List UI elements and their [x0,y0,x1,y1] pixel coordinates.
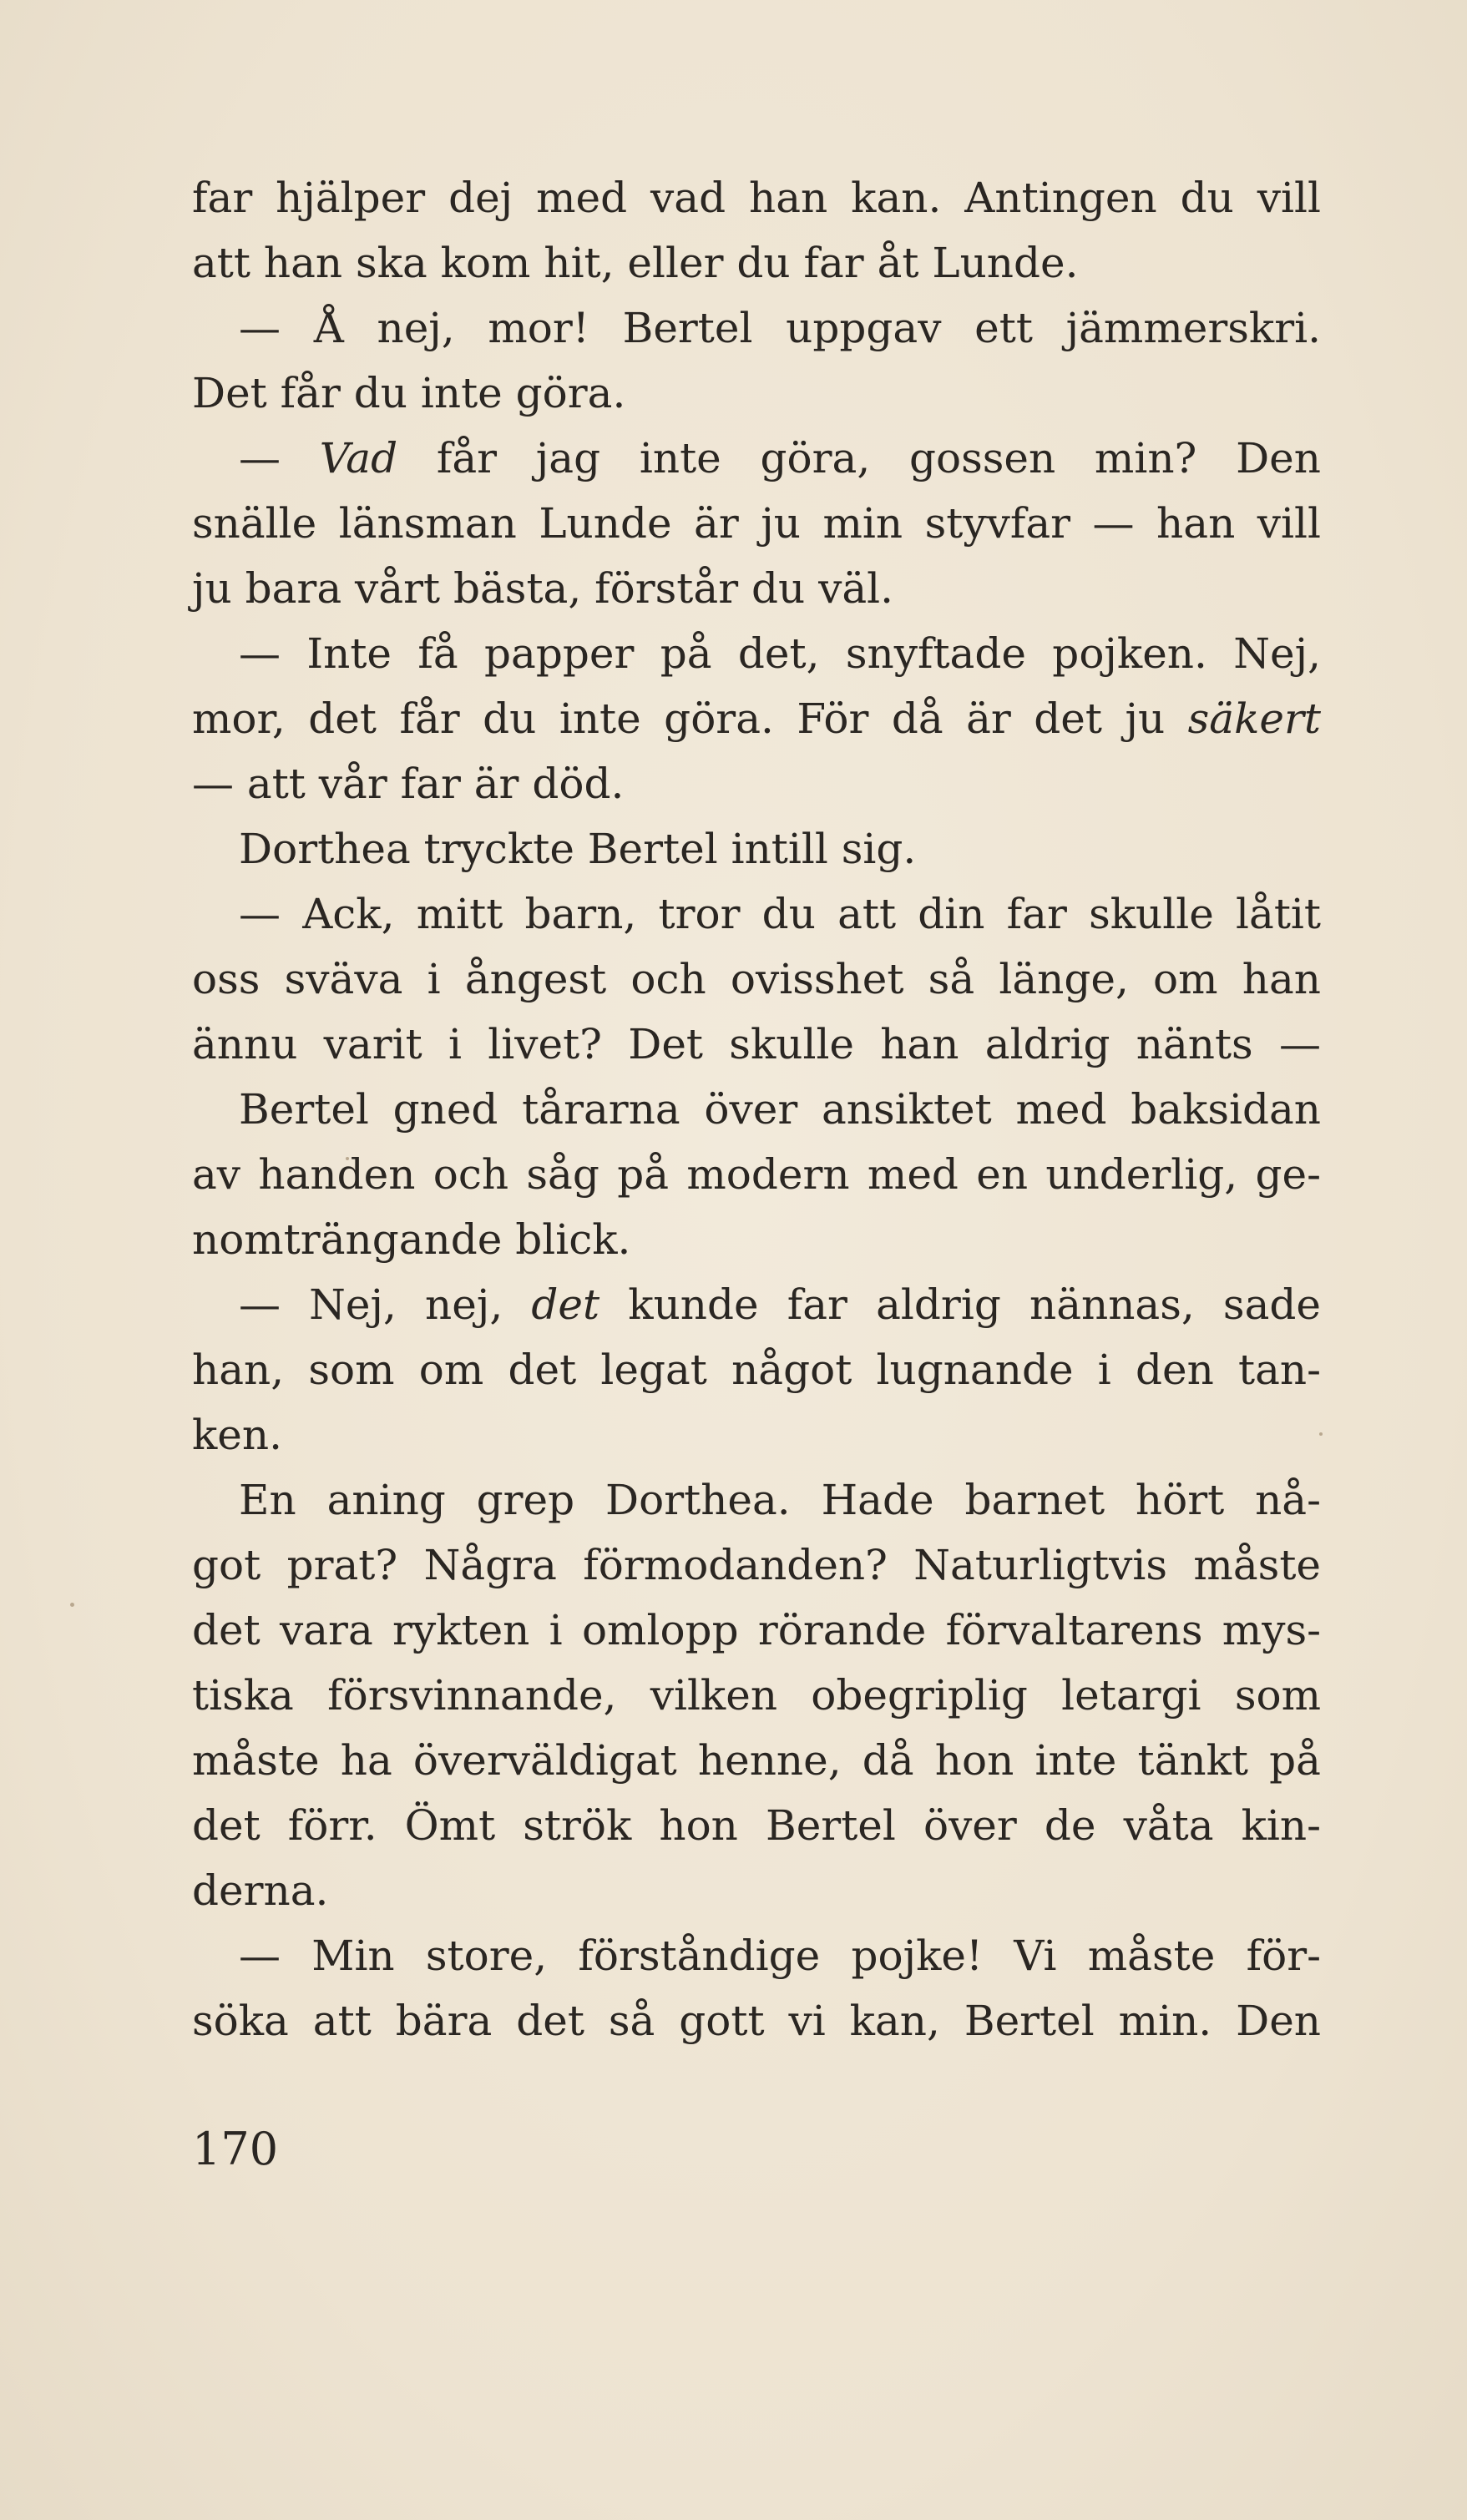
text-line: — Nej, nej, det kunde far aldrig nännas, sade [239,1280,1321,1329]
text-line: — Min store, förståndige pojke! Vi måste för- [239,1932,1321,1980]
paper-speck [70,1603,74,1607]
text-line: got prat? Några förmodanden? Naturligtvis måste [192,1541,1321,1589]
text-line: oss sväva i ångest och ovisshet så länge, om han [192,955,1321,1003]
emphasis: säkert [1187,694,1321,743]
text-line: nomträngande blick. [192,1215,631,1264]
text-line: — Ack, mitt barn, tror du att din far skulle låtit [239,890,1321,938]
text-line: Dorthea tryckte Bertel intill sig. [239,825,917,873]
text-line: det förr. Ömt strök hon Bertel över de våta kin- [192,1801,1321,1850]
text-line: söka att bära det så gott vi kan, Bertel min. Den [192,1997,1321,2045]
text-line: Bertel gned tårarna över ansiktet med baksidan [239,1085,1321,1134]
text-line: derna. [192,1866,329,1915]
text-line: — Inte få papper på det, snyftade pojken. Nej, [239,629,1321,678]
text-line: snälle länsman Lunde är ju min styvfar — han vill [192,499,1321,548]
text-line: ken. [192,1411,282,1459]
page-number: 170 [192,2123,279,2175]
text-line: det vara rykten i omlopp rörande förvaltarens mys- [192,1606,1321,1654]
text-line: tiska försvinnande, vilken obegriplig letargi som [192,1671,1321,1720]
text-line: — Å nej, mor! Bertel uppgav ett jämmerskri. [239,304,1321,352]
emphasis: Vad [319,434,398,482]
text-line: ju bara vårt bästa, förstår du väl. [192,564,894,613]
text-line: mor, det får du inte göra. För då är det ju säkert [192,694,1321,743]
body-text [192,165,1321,2053]
text-line: han, som om det legat något lugnande i den tan- [192,1346,1321,1394]
text-line: Det får du inte göra. [192,369,626,417]
text-line: — att vår far är död. [192,760,625,808]
text-line: far hjälper dej med vad han kan. Antingen du vill [192,174,1321,222]
text-line: En aning grep Dorthea. Hade barnet hört nå- [239,1476,1321,1524]
text-line: — Vad får jag inte göra, gossen min? Den [239,434,1321,482]
text-line: att han ska kom hit, eller du far åt Lunde. [192,239,1079,287]
text-line: av handen och såg på modern med en underlig, ge- [192,1150,1321,1199]
text-line: ännu varit i livet? Det skulle han aldrig nänts — [192,1020,1321,1068]
emphasis: det [531,1280,600,1329]
text-line: måste ha överväldigat henne, då hon inte tänkt på [192,1736,1321,1785]
